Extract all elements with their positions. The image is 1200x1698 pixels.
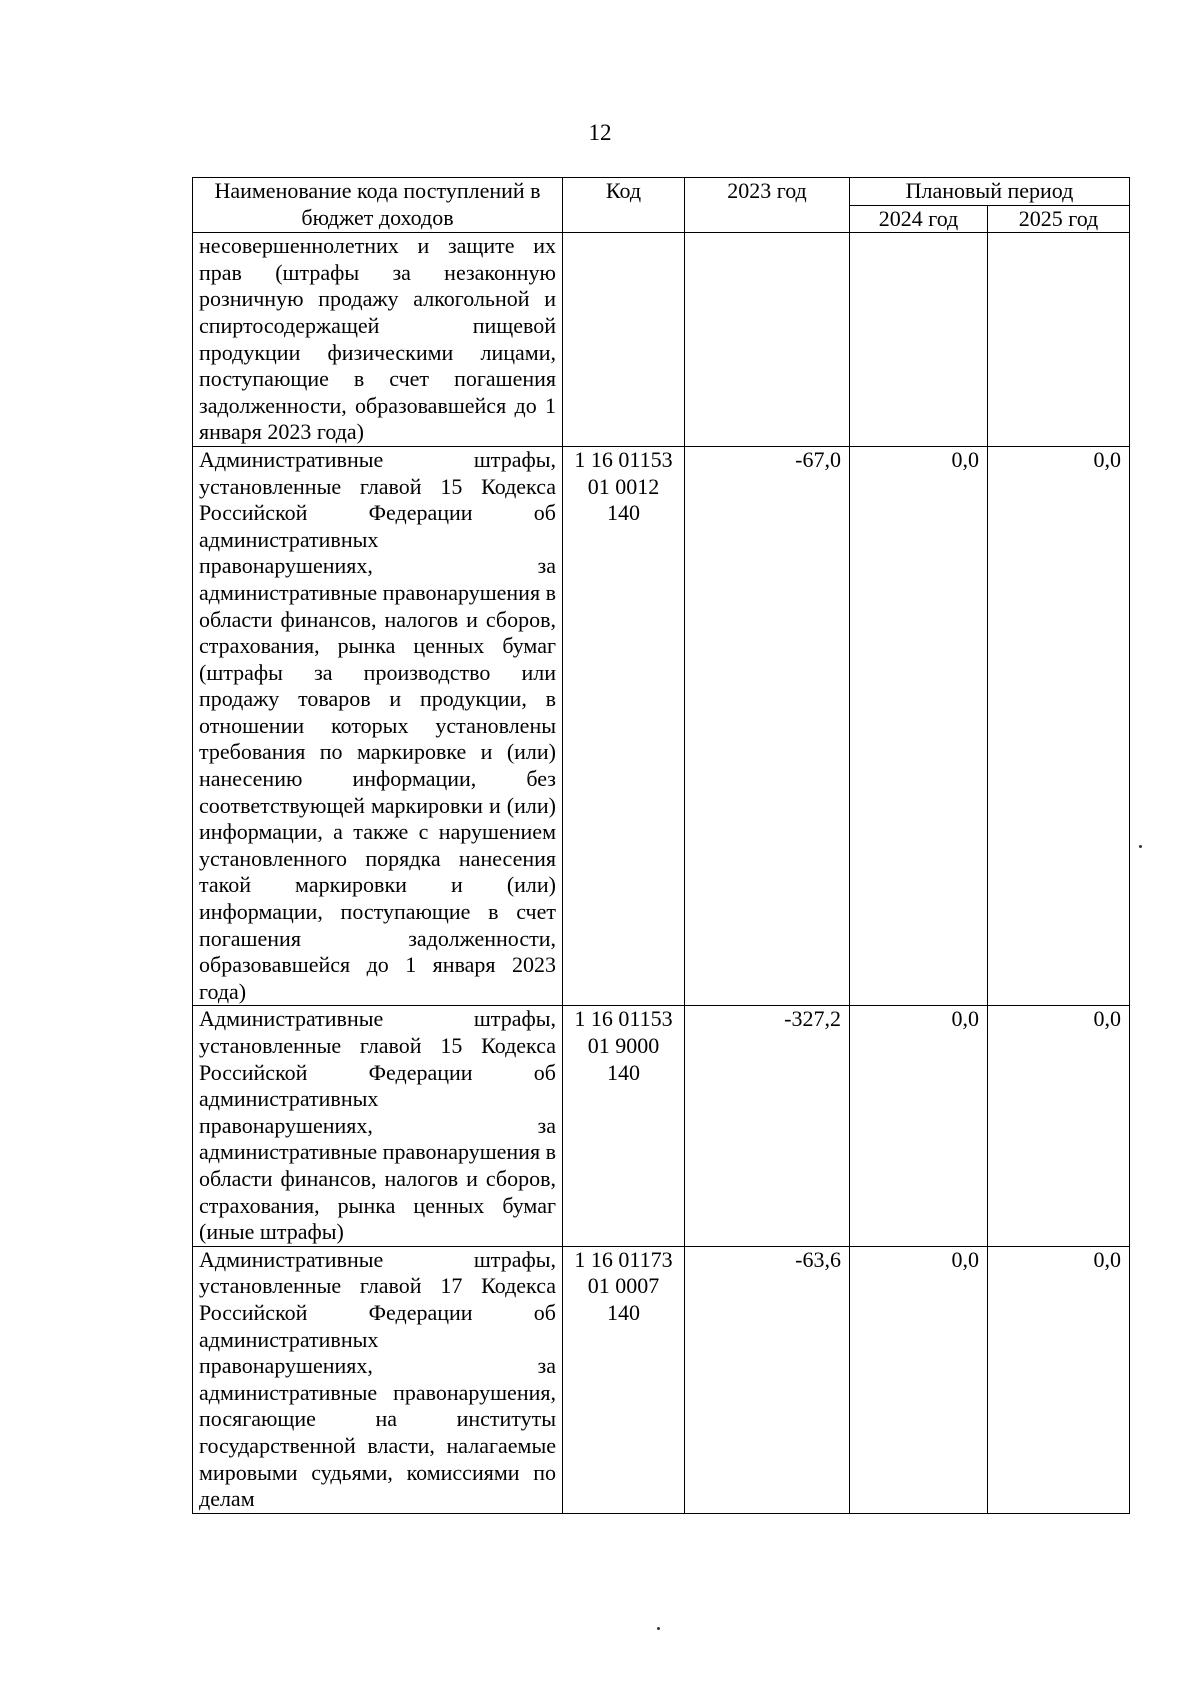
row-value-2025 <box>988 233 1130 447</box>
table-row <box>193 233 1130 447</box>
row-value-2024 <box>850 233 988 447</box>
row-name: Административные штрафы, установленные главой 17 Кодекса Российской Федерации об административных правонарушениях, за административные правонарушения, посягающие на институты государственной власти, налагаемые мировыми судьями, комиссиями по делам <box>193 1246 563 1513</box>
header-planned-period: Плановый период <box>850 178 1130 206</box>
row-value-2023: -67,0 <box>685 446 850 1005</box>
scan-speck <box>1139 845 1142 848</box>
header-name: Наименование кода поступлений в бюджет доходов <box>193 178 563 233</box>
row-value-2023 <box>685 233 850 447</box>
row-name: Административные штрафы, установленные главой 15 Кодекса Российской Федерации об административных правонарушениях, за административные правонарушения в области финансов, налогов и сборов, страхования, рынка ценных бумаг (штрафы за производство или продажу товаров и продукции, в отношении которых установлены требования по маркировке и (или) нанесению информации, без соответствующей маркировки и (или) информации, а также с нарушением установленного порядка нанесения такой маркировки и (или) информации, поступающие в счет погашения задолженности, образовавшейся до 1 января 2023 года) <box>193 446 563 1005</box>
row-value-2024: 0,0 <box>850 446 988 1005</box>
row-value-2025: 0,0 <box>988 1246 1130 1513</box>
table-row <box>193 1006 1130 1246</box>
header-year-2024: 2024 год <box>850 205 988 233</box>
row-value-2023: -63,6 <box>685 1246 850 1513</box>
row-value-2025: 0,0 <box>988 446 1130 1005</box>
scan-speck <box>657 1627 660 1630</box>
table-header-row <box>193 178 1130 206</box>
header-year-2025: 2025 год <box>988 205 1130 233</box>
header-year-2023: 2023 год <box>685 178 850 233</box>
row-value-2025: 0,0 <box>988 1006 1130 1246</box>
revenue-table <box>192 177 1130 1514</box>
table-row <box>193 1246 1130 1513</box>
row-code: 1 16 01153 01 9000 140 <box>563 1006 685 1246</box>
row-value-2024: 0,0 <box>850 1246 988 1513</box>
row-value-2023: -327,2 <box>685 1006 850 1246</box>
row-code: 1 16 01173 01 0007 140 <box>563 1246 685 1513</box>
header-code: Код <box>563 178 685 233</box>
page-number: 12 <box>588 120 612 145</box>
row-code: 1 16 01153 01 0012 140 <box>563 446 685 1005</box>
row-name: Административные штрафы, установленные главой 15 Кодекса Российской Федерации об административных правонарушениях, за административные правонарушения в области финансов, налогов и сборов, страхования, рынка ценных бумаг (иные штрафы) <box>193 1006 563 1246</box>
row-value-2024: 0,0 <box>850 1006 988 1246</box>
table-row <box>193 446 1130 1005</box>
row-name: несовершеннолетних и защите их прав (штрафы за незаконную розничную продажу алкогольной и спиртосодержащей пищевой продукции физическими лицами, поступающие в счет погашения задолженности, образовавшейся до 1 января 2023 года) <box>193 233 563 447</box>
row-code <box>563 233 685 447</box>
